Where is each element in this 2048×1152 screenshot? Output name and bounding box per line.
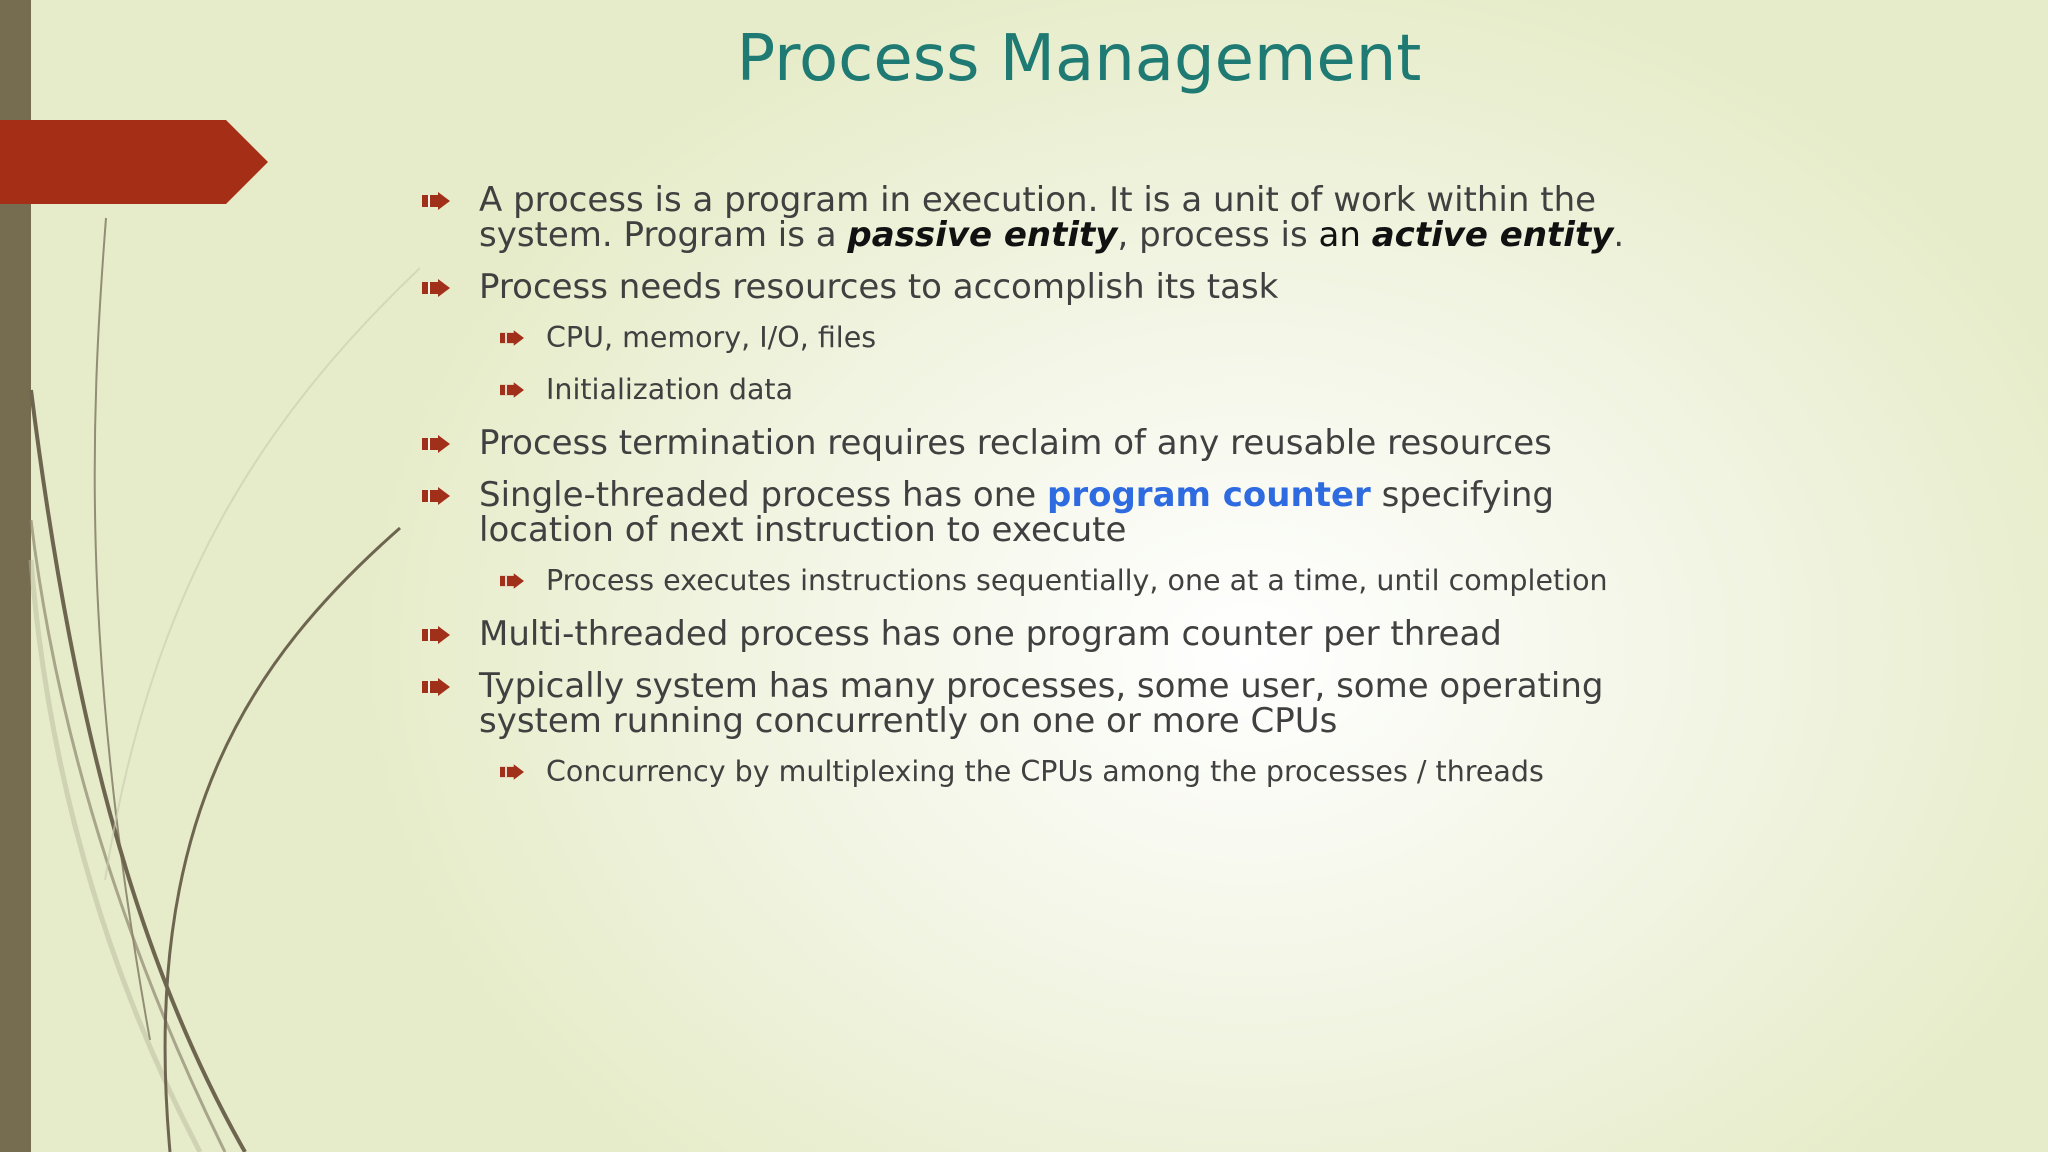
slide-title: Process Management [736,22,1422,96]
arrow-bullet-icon [500,764,524,780]
title-ribbon-shape [0,120,268,204]
arrow-bullet-icon [422,192,450,210]
list-item [420,180,1720,255]
bullet-text: Single-threaded process has one [479,475,1047,515]
bullet-text: system running concurrently on one or more CPUs [479,701,1338,741]
bullet-text: Multi-threaded process has one program counter per thread [479,614,1502,654]
bullet-text: Typically system has many processes, some user, some operating [479,666,1604,706]
emphasis-text: active entity [1371,215,1614,255]
bullet-text: location of next instruction to execute [479,510,1127,550]
bullet-list [420,180,1720,808]
arrow-bullet-icon [422,279,450,297]
arrow-bullet-icon [500,330,524,346]
bullet-text: specifying [1370,475,1555,515]
bullet-text: an [1318,215,1372,255]
bullet-text: A process is a program in execution. It is a unit of work within the [479,180,1597,220]
bullet-text: . [1613,215,1625,255]
list-item [420,267,1720,307]
list-item [420,423,1720,463]
sub-list-item [420,322,1720,354]
highlight-text: program counter [1047,475,1371,515]
bullet-text: Process termination requires reclaim of any reusable resources [479,423,1552,463]
sub-list-item [420,756,1720,788]
bullet-text: system. Program is a [479,215,848,255]
arrow-bullet-icon [422,626,450,644]
list-item [420,614,1720,654]
arrow-bullet-icon [500,573,524,589]
bullet-text: , process is [1117,215,1319,255]
arrow-bullet-icon [422,678,450,696]
arrow-bullet-icon [500,382,524,398]
list-item [420,666,1720,741]
bullet-text: CPU, memory, I/O, files [546,321,877,354]
arrow-bullet-icon [422,487,450,505]
bullet-text: Process needs resources to accomplish its task [479,267,1279,307]
emphasis-text: passive entity [847,215,1118,255]
bullet-text: Process executes instructions sequentially, one at a time, until completion [546,564,1608,597]
bullet-text: Initialization data [546,373,794,406]
sub-list-item [420,565,1720,597]
arrow-bullet-icon [422,435,450,453]
bullet-text: Concurrency by multiplexing the CPUs among the processes / threads [546,755,1544,788]
list-item [420,475,1720,550]
sub-list-item [420,374,1720,406]
